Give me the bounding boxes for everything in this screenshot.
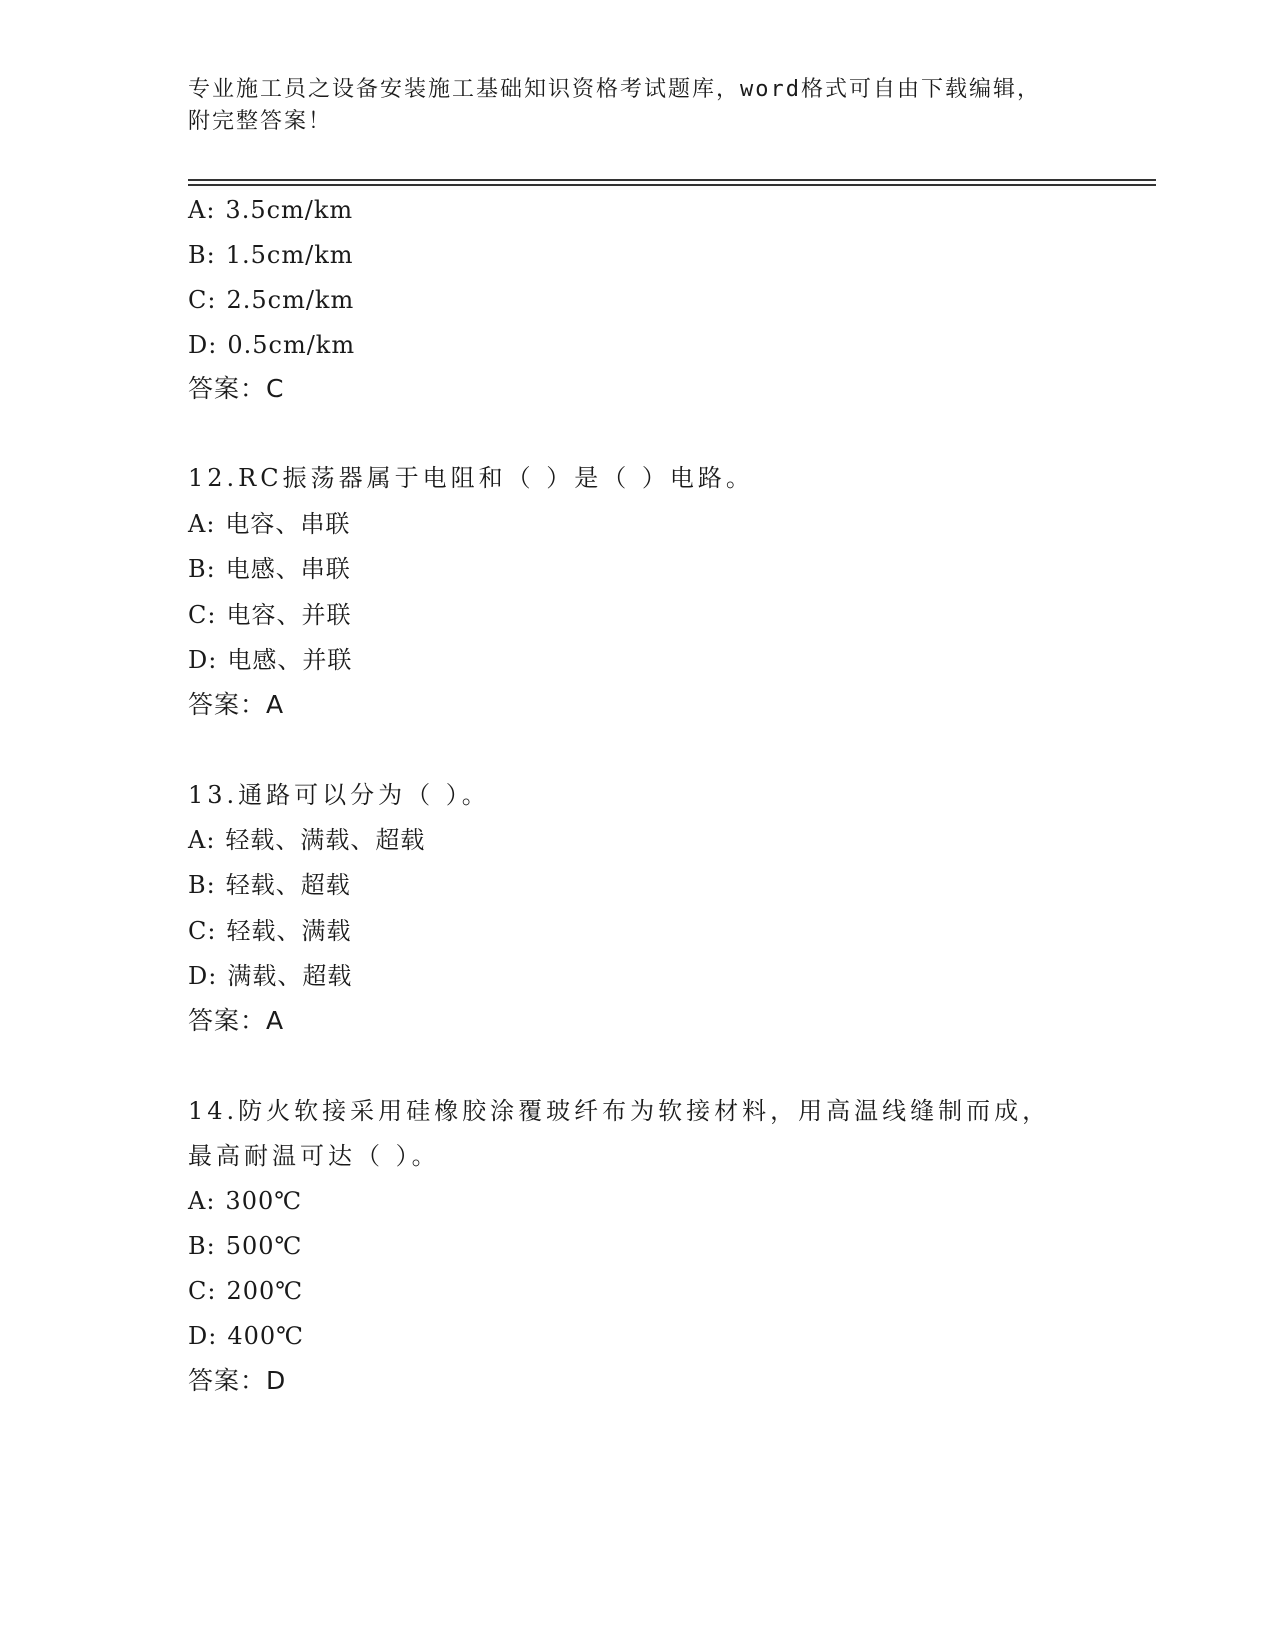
option-label: A: — [188, 1187, 216, 1215]
option-text: 轻载、满载 — [226, 917, 352, 945]
option-text: 200℃ — [226, 1277, 304, 1305]
q12-option-b — [188, 552, 351, 586]
option-text: 300℃ — [225, 1187, 303, 1215]
q13-option-c — [188, 914, 351, 948]
option-label: D: — [188, 1322, 218, 1350]
q13-question: 13.通路可以分为（ ）。 — [188, 781, 490, 809]
option-text: 500℃ — [225, 1232, 303, 1260]
option-text: 满载、超载 — [227, 962, 353, 990]
option-text: 1.5cm/km — [225, 241, 354, 269]
option-text: 轻载、满载、超载 — [225, 826, 426, 854]
option-text: 电容、并联 — [226, 601, 352, 629]
q13-option-a — [188, 823, 425, 857]
header-rule-top — [188, 179, 1156, 181]
q12-option-c — [188, 598, 351, 632]
q14-answer: 答案：D — [188, 1366, 287, 1395]
option-label: C: — [188, 601, 217, 629]
q11-option-c — [188, 283, 354, 317]
option-label: B: — [188, 241, 216, 269]
option-label: A: — [188, 196, 216, 224]
header-line-1: 专业施工员之设备安装施工基础知识资格考试题库，word格式可自由下载编辑， — [188, 77, 1041, 102]
option-label: D: — [188, 962, 218, 990]
option-label: C: — [188, 286, 217, 314]
q14-option-c — [188, 1274, 303, 1308]
q11-option-d — [188, 328, 355, 362]
option-text: 0.5cm/km — [227, 331, 356, 359]
option-label: A: — [188, 826, 216, 854]
q14-question-line-2: 最高耐温可达（ ）。 — [188, 1142, 440, 1170]
q12-option-d — [188, 643, 352, 677]
option-label: A: — [188, 510, 216, 538]
q13-option-b — [188, 868, 351, 902]
q14-option-a — [188, 1184, 302, 1218]
option-text: 电感、串联 — [225, 555, 351, 583]
option-text: 2.5cm/km — [226, 286, 355, 314]
q11-option-a — [188, 193, 353, 227]
q14-option-d — [188, 1319, 304, 1353]
header-line-2: 附完整答案！ — [188, 109, 333, 134]
option-text: 3.5cm/km — [225, 196, 354, 224]
q12-option-a — [188, 507, 350, 541]
q14-question-line-1: 14.防火软接采用硅橡胶涂覆玻纤布为软接材料，用高温线缝制而成， — [188, 1097, 1051, 1125]
q13-answer: 答案：A — [188, 1006, 285, 1035]
option-label: C: — [188, 917, 217, 945]
q11-option-b — [188, 238, 354, 272]
option-text: 电感、并联 — [227, 646, 353, 674]
q14-option-b — [188, 1229, 302, 1263]
option-label: B: — [188, 1232, 216, 1260]
q12-question: 12.RC振荡器属于电阻和（ ）是（ ）电路。 — [188, 464, 754, 492]
option-label: D: — [188, 331, 218, 359]
option-text: 400℃ — [227, 1322, 304, 1350]
q13-option-d — [188, 959, 352, 993]
header-rule-bottom — [188, 184, 1156, 186]
option-text: 轻载、超载 — [225, 871, 351, 899]
q11-answer: 答案：C — [188, 374, 285, 403]
option-text: 电容、串联 — [225, 510, 351, 538]
option-label: B: — [188, 555, 216, 583]
option-label: B: — [188, 871, 216, 899]
document-header — [188, 74, 1088, 138]
option-label: D: — [188, 646, 218, 674]
q12-answer: 答案：A — [188, 690, 285, 719]
option-label: C: — [188, 1277, 217, 1305]
